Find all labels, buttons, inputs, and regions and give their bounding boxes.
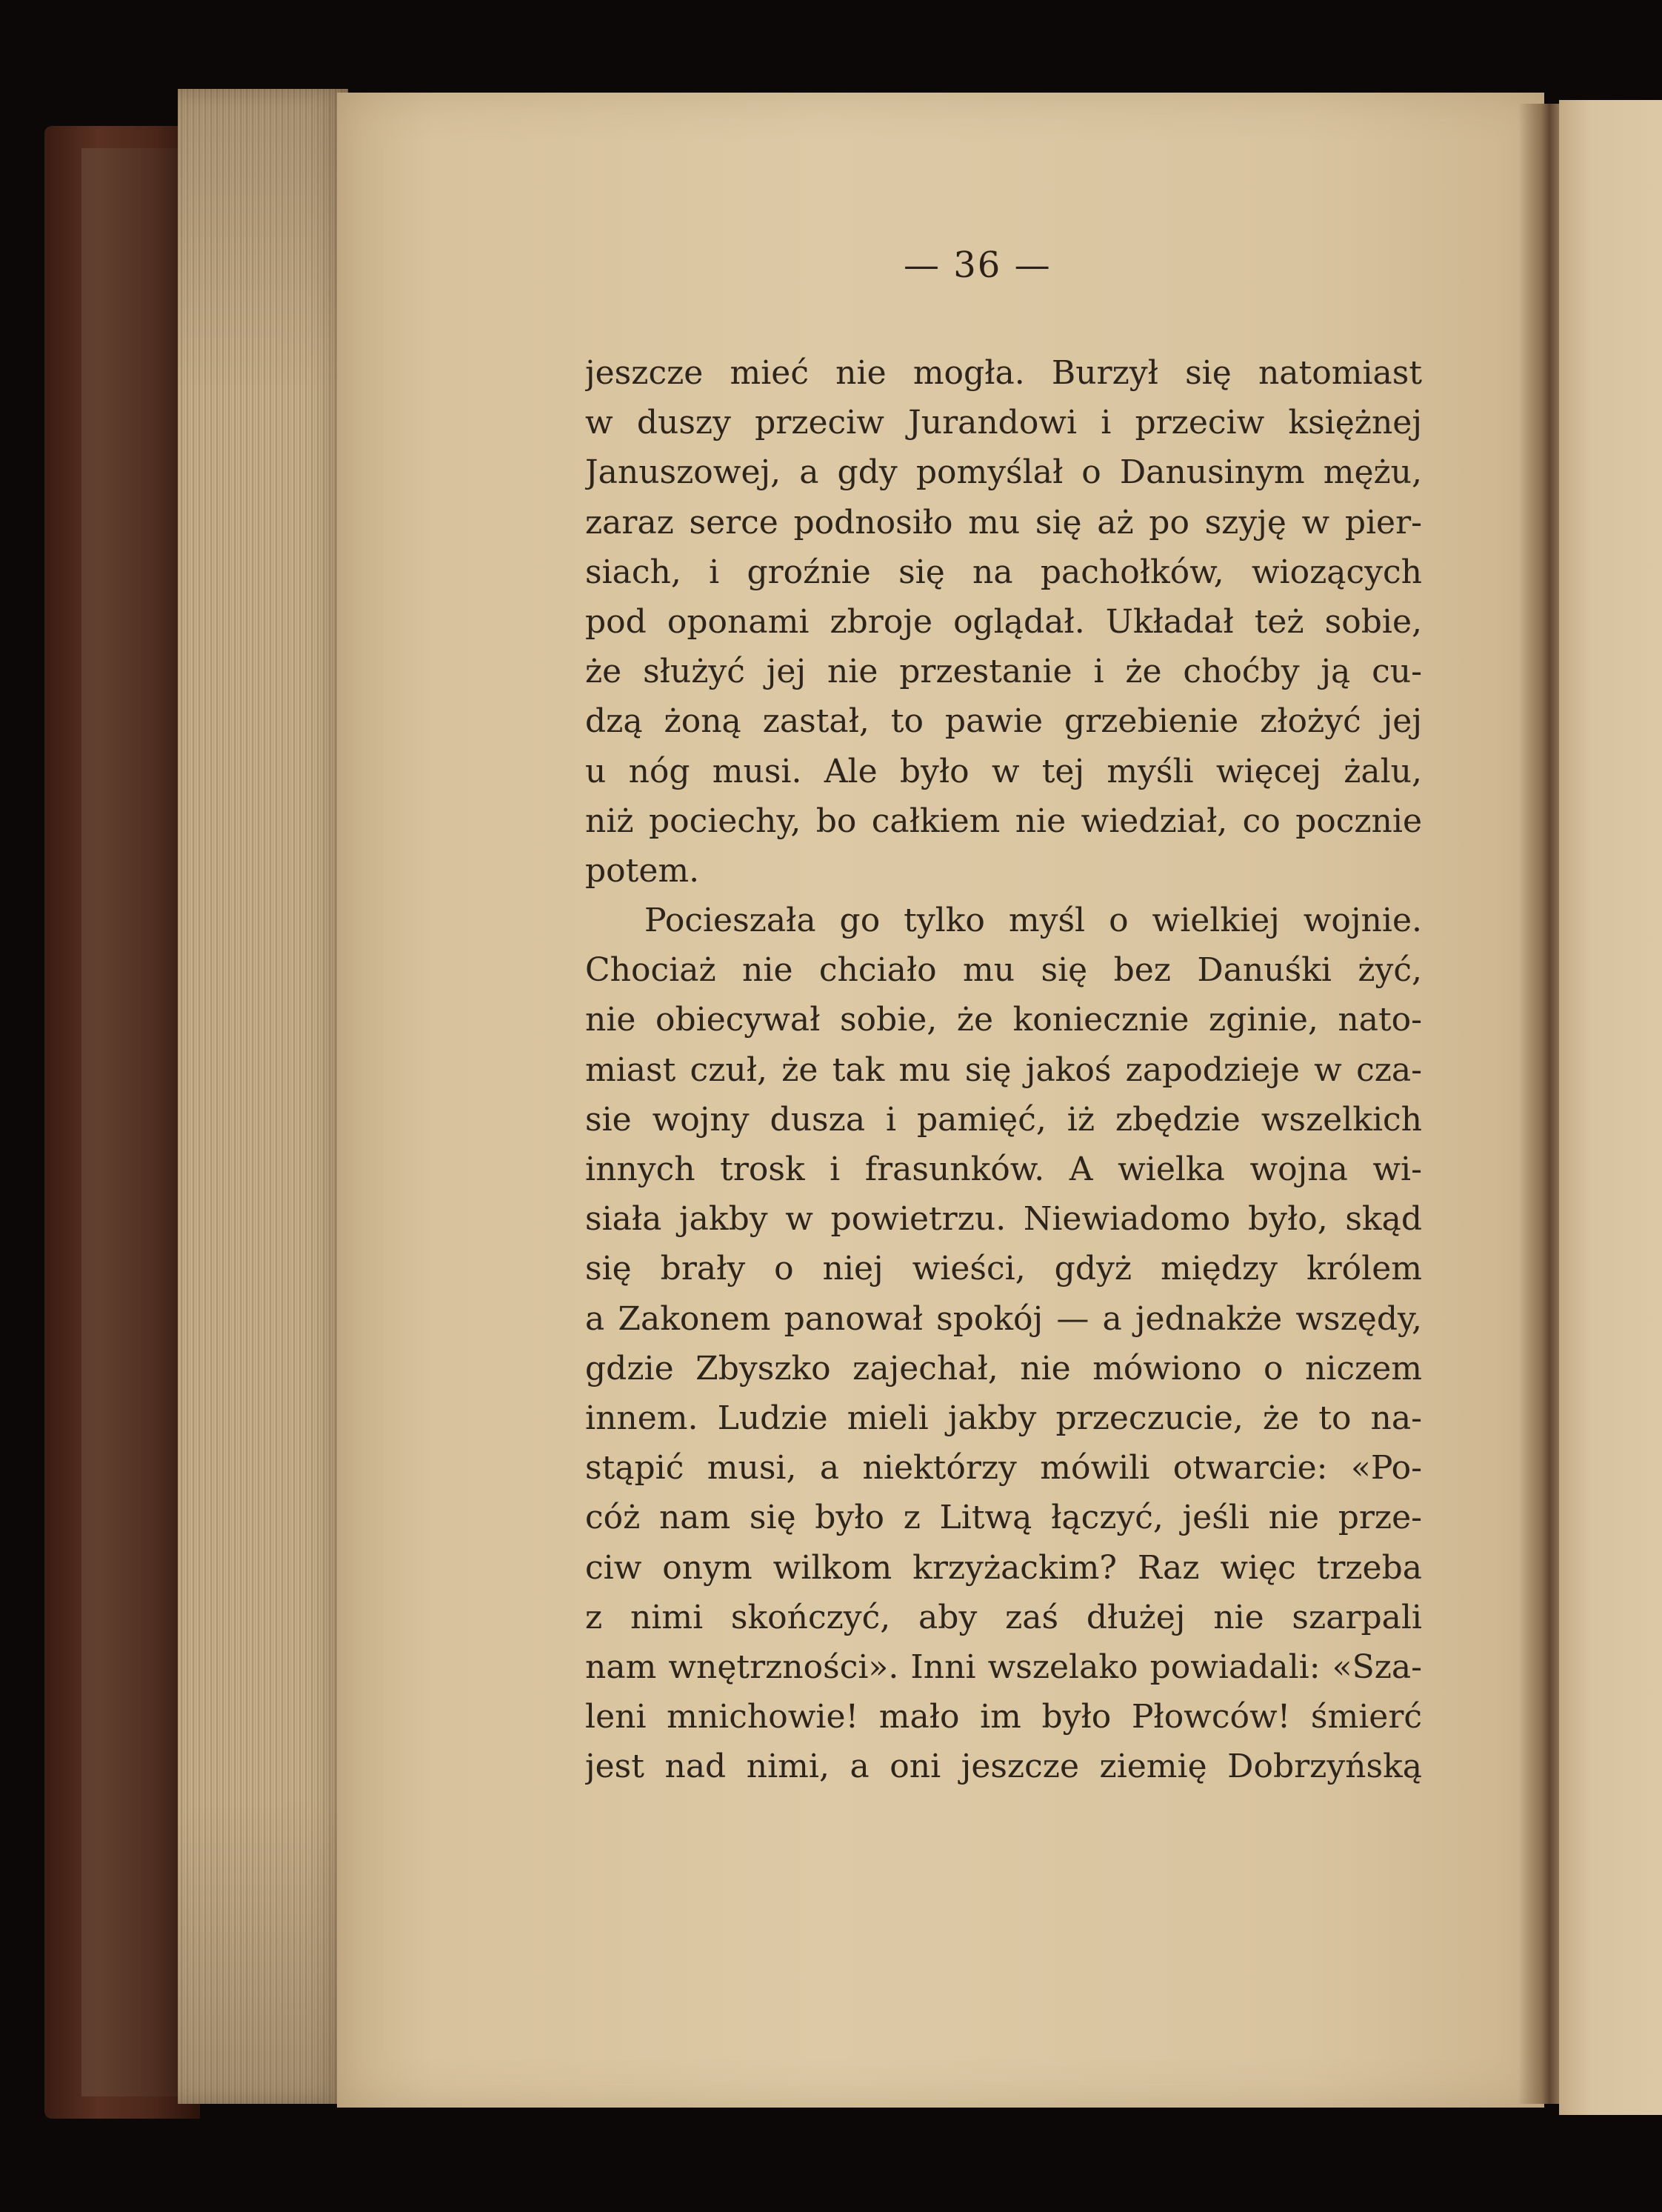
- text-line: siach, i groźnie się na pachołków, wiozących: [585, 553, 1422, 591]
- text-line: Januszowej, a gdy pomyślał o Danusinym mężu,: [585, 453, 1422, 492]
- text-line: gdzie Zbyszko zajechał, nie mówiono o niczem: [585, 1349, 1422, 1388]
- text-line: jeszcze mieć nie mogła. Burzył się natomiast: [585, 354, 1422, 392]
- facing-page: [1559, 100, 1662, 2115]
- text-line: Chociaż nie chciało mu się bez Danuśki żyć,: [585, 951, 1422, 990]
- text-line: pod oponami zbroje oglądał. Układał też sobie,: [585, 602, 1422, 641]
- text-line: cóż nam się było z Litwą łączyć, jeśli nie prze-: [585, 1499, 1422, 1537]
- text-line: stąpić musi, a niektórzy mówili otwarcie: «Po-: [585, 1449, 1422, 1488]
- text-line: innem. Ludzie mieli jakby przeczucie, że to na-: [585, 1399, 1422, 1437]
- text-line: nam wnętrzności». Inni wszelako powiadali: «Sza-: [585, 1648, 1422, 1686]
- text-line: u nóg musi. Ale było w tej myśli więcej żalu,: [585, 752, 1422, 790]
- page-number: — 36 —: [904, 244, 1052, 286]
- text-line: zaraz serce podnosiło mu się aż po szyję w pier-: [585, 503, 1422, 542]
- text-line: jest nad nimi, a oni jeszcze ziemię Dobrzyńską: [585, 1748, 1422, 1786]
- text-line: w duszy przeciw Jurandowi i przeciw księżnej: [585, 404, 1422, 442]
- page-block-edges: [178, 89, 348, 2104]
- text-line: miast czuł, że tak mu się jakoś zapodzieje w cza-: [585, 1050, 1422, 1089]
- text-line: się brały o niej wieści, gdyż między królem: [585, 1250, 1422, 1288]
- text-line: że służyć jej nie przestanie i że choćby ją cu-: [585, 653, 1422, 691]
- text-line: siała jakby w powietrzu. Niewiadomo było, skąd: [585, 1200, 1422, 1239]
- text-line: z nimi skończyć, aby zaś dłużej nie szarpali: [585, 1598, 1422, 1636]
- text-line: ciw onym wilkom krzyżackim? Raz więc trzeba: [585, 1548, 1422, 1587]
- text-line: nie obiecywał sobie, że koniecznie zginie, nato-: [585, 1001, 1422, 1039]
- text-line: dzą żoną zastał, to pawie grzebienie złożyć jej: [585, 702, 1422, 741]
- text-line: innych trosk i frasunków. A wielka wojna wi-: [585, 1150, 1422, 1188]
- text-line: a Zakonem panował spokój — a jednakże wszędy,: [585, 1299, 1422, 1338]
- page-text: [585, 348, 1422, 1791]
- cover-shade: [81, 148, 185, 2096]
- text-line: Pocieszała go tylko myśl o wielkiej wojnie.: [644, 902, 1422, 940]
- text-line: leni mnichowie! mało im było Płowców! śmierć: [585, 1698, 1422, 1736]
- text-line: niż pociechy, bo całkiem nie wiedział, co poczniе: [585, 802, 1422, 840]
- text-line: sie wojny dusza i pamięć, iż zbędzie wszelkich: [585, 1100, 1422, 1139]
- text-line: potem.: [585, 851, 700, 890]
